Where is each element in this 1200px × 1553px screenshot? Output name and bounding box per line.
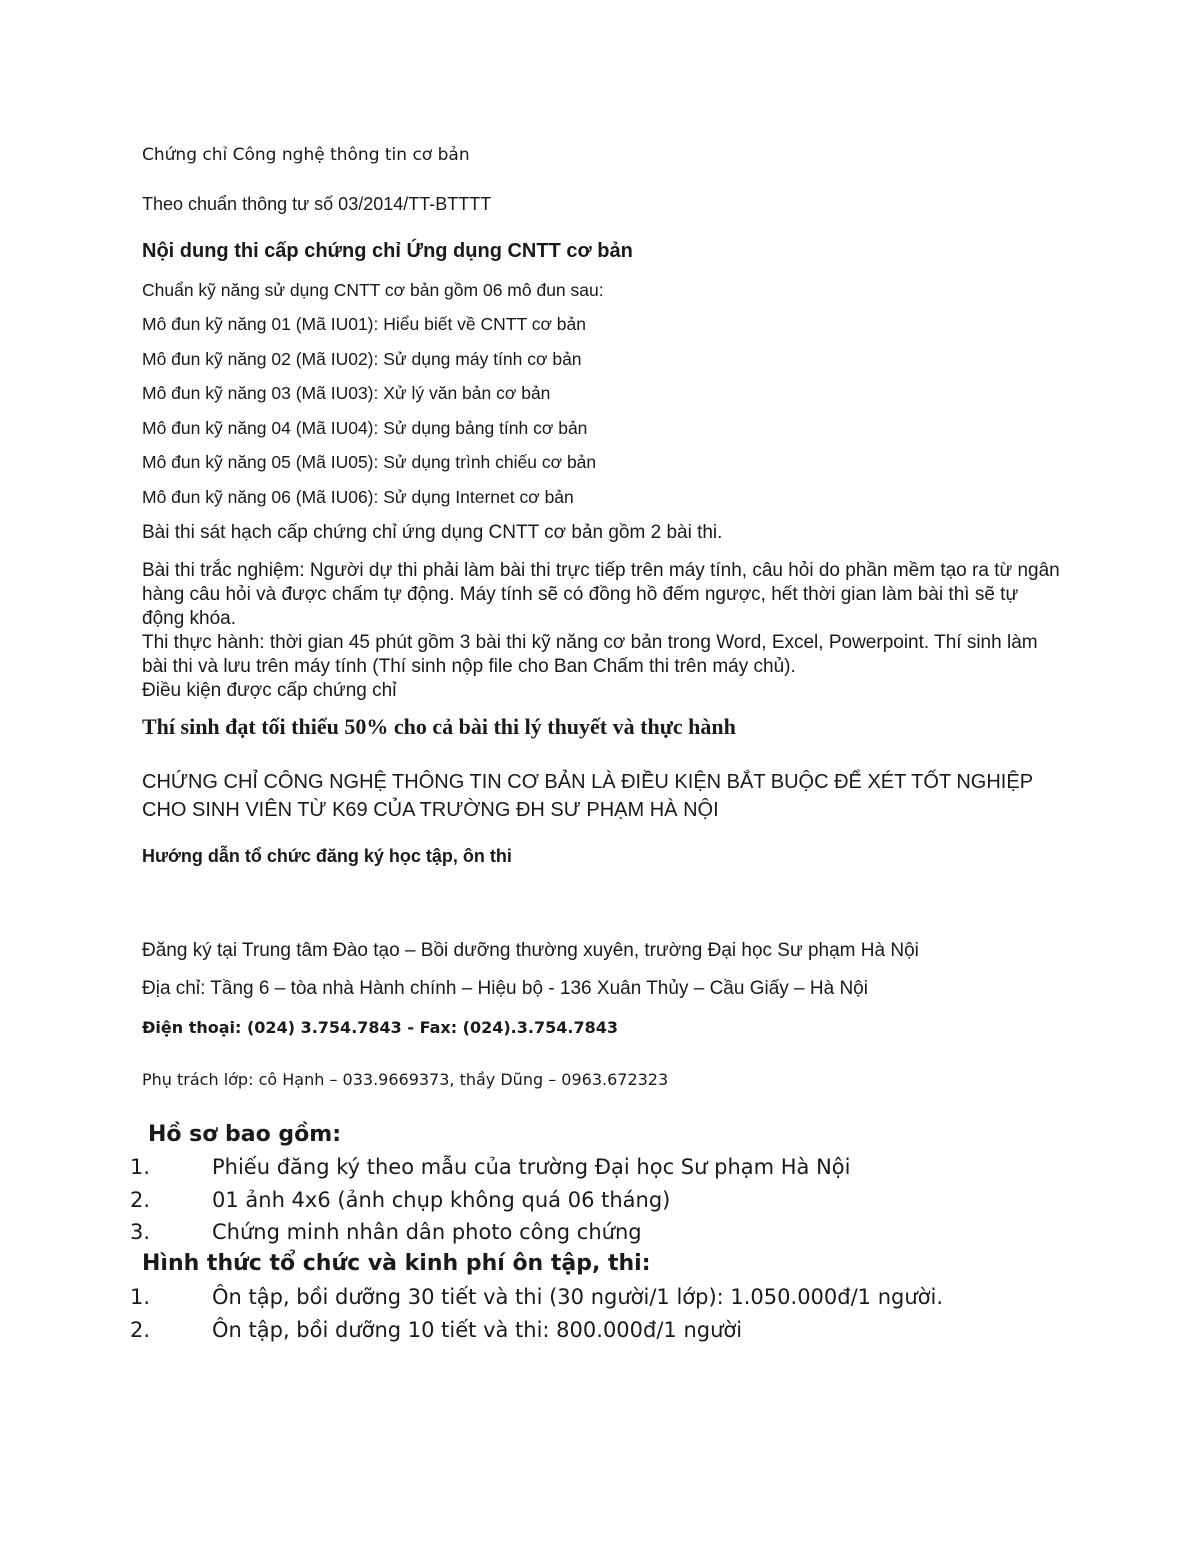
module-item: Mô đun kỹ năng 03 (Mã IU03): Xử lý văn bản cơ bản <box>142 383 551 403</box>
module-item: Mô đun kỹ năng 06 (Mã IU06): Sử dụng Internet cơ bản <box>142 487 574 507</box>
fee-heading: Hình thức tổ chức và kinh phí ôn tập, thi: <box>142 1251 651 1276</box>
conditions-label: Điều kiện được cấp chứng chỉ <box>142 680 397 701</box>
phone-fax: Điện thoại: (024) 3.754.7843 - Fax: (024).3.754.7843 <box>142 1018 618 1037</box>
registration-location: Đăng ký tại Trung tâm Đào tạo – Bồi dưỡng thường xuyên, trường Đại học Sư phạm Hà Nội <box>142 940 919 961</box>
exam-mcq-paragraph: Bài thi trắc nghiệm: Người dự thi phải làm bài thi trực tiếp trên máy tính, câu hỏi do phần mềm tạo ra từ ngân hàng câu hỏi và được chấm tự động. Máy tính sẽ có đồng hồ đếm ngược, hết thời gian làm bài thì sẽ tự động khóa. <box>142 560 1060 629</box>
pass-requirement: Thí sinh đạt tối thiểu 50% cho cả bài thi lý thuyết và thực hành <box>142 714 736 739</box>
document-title: Chứng chỉ Công nghệ thông tin cơ bản <box>142 145 470 165</box>
guide-heading: Hướng dẫn tổ chức đăng ký học tập, ôn thi <box>142 846 512 866</box>
class-contact: Phụ trách lớp: cô Hạnh – 033.9669373, thầy Dũng – 0963.672323 <box>142 1070 669 1089</box>
dossier-item: Phiếu đăng ký theo mẫu của trường Đại học Sư phạm Hà Nội <box>212 1155 851 1179</box>
module-item: Mô đun kỹ năng 04 (Mã IU04): Sử dụng bảng tính cơ bản <box>142 418 588 438</box>
dossier-item: 01 ảnh 4x6 (ảnh chụp không quá 06 tháng) <box>212 1188 671 1212</box>
module-item: Mô đun kỹ năng 02 (Mã IU02): Sử dụng máy tính cơ bản <box>142 349 582 369</box>
module-item: Mô đun kỹ năng 01 (Mã IU01): Hiểu biết về CNTT cơ bản <box>142 314 586 334</box>
list-number: 1. <box>130 1155 151 1179</box>
dossier-heading: Hồ sơ bao gồm: <box>148 1122 342 1147</box>
exam-practice-paragraph: Thi thực hành: thời gian 45 phút gồm 3 bài thi kỹ năng cơ bản trong Word, Excel, Powerpoint. Thí sinh làm bài thi và lưu trên máy tính (Thí sinh nộp file cho Ban Chấm thi trên máy chủ). <box>142 632 1038 677</box>
address: Địa chỉ: Tầng 6 – tòa nhà Hành chính – Hiệu bộ - 136 Xuân Thủy – Cầu Giấy – Hà Nội <box>142 978 868 999</box>
list-number: 2. <box>130 1318 151 1342</box>
list-number: 3. <box>130 1220 151 1244</box>
module-item: Mô đun kỹ năng 05 (Mã IU05): Sử dụng trình chiếu cơ bản <box>142 452 597 472</box>
dossier-item: Chứng minh nhân dân photo công chứng <box>212 1220 642 1244</box>
fee-item: Ôn tập, bồi dưỡng 10 tiết và thi: 800.000đ/1 người <box>212 1318 743 1342</box>
fee-item: Ôn tập, bồi dưỡng 30 tiết và thi (30 người/1 lớp): 1.050.000đ/1 người. <box>212 1285 944 1309</box>
skills-intro: Chuẩn kỹ năng sử dụng CNTT cơ bản gồm 06 mô đun sau: <box>142 280 604 300</box>
list-number: 2. <box>130 1188 151 1212</box>
circular-reference: Theo chuẩn thông tư số 03/2014/TT-BTTTT <box>142 194 492 214</box>
exam-intro: Bài thi sát hạch cấp chứng chỉ ứng dụng CNTT cơ bản gồm 2 bài thi. <box>142 522 723 543</box>
list-number: 1. <box>130 1285 151 1309</box>
content-heading: Nội dung thi cấp chứng chỉ Ứng dụng CNTT cơ bản <box>142 240 633 262</box>
graduation-notice: CHỨNG CHỈ CÔNG NGHỆ THÔNG TIN CƠ BẢN LÀ ĐIỀU KIỆN BẮT BUỘC ĐỂ XÉT TỐT NGHIỆP CHO SINH VIÊN TỪ K69 CỦA TRƯỜNG ĐH SƯ PHẠM HÀ NỘI <box>142 771 1033 821</box>
